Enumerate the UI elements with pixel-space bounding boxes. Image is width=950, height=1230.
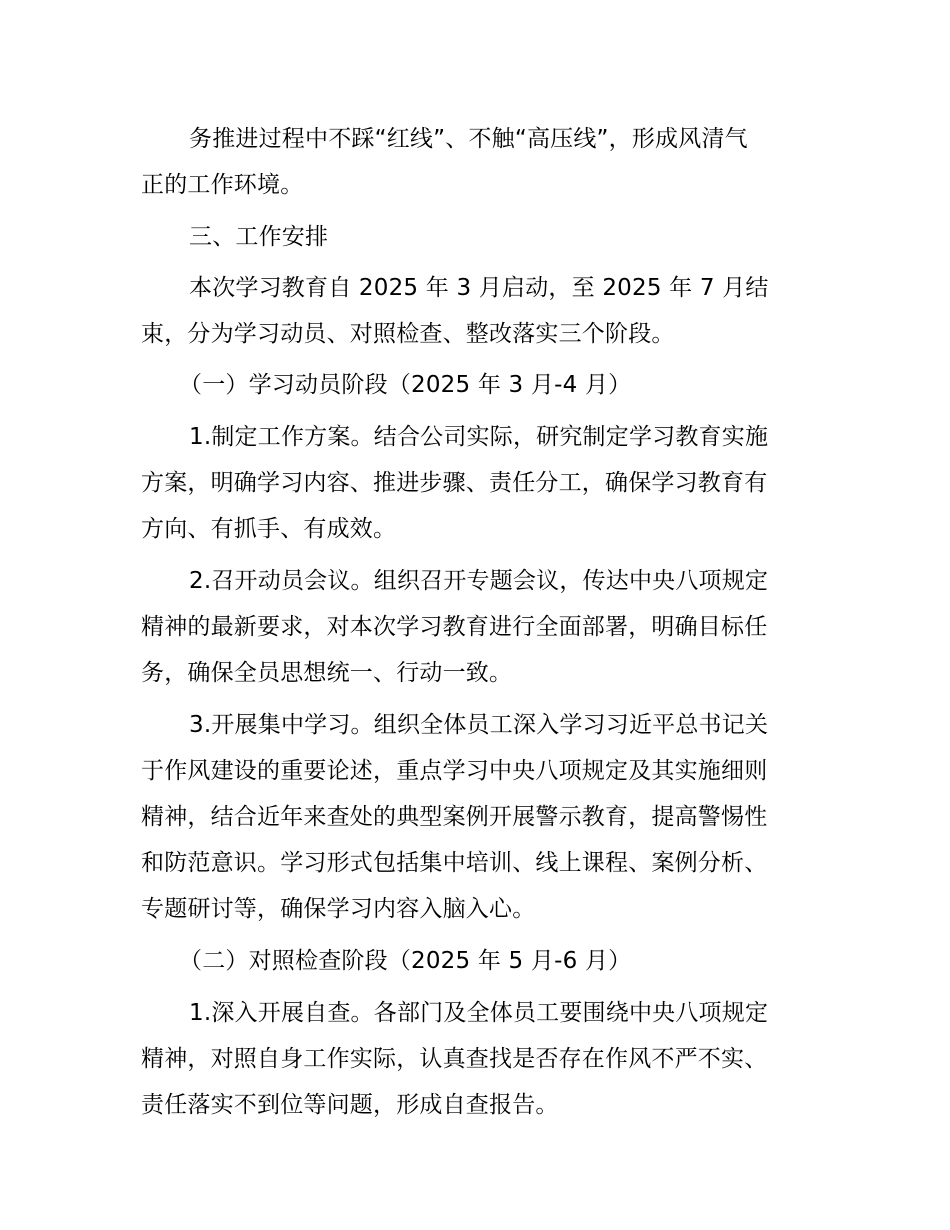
paragraph-line: 2.召开动员会议。组织召开专题会议，传达中央八项规定 <box>189 568 769 594</box>
section-heading: 三、工作安排 <box>189 224 329 250</box>
paragraph-line: 和防范意识。学习形式包括集中培训、线上课程、案例分析、 <box>141 850 768 876</box>
paragraph-line: 专题研讨等，确保学习内容入脑入心。 <box>141 896 536 922</box>
paragraph-line: 1.制定工作方案。结合公司实际，研究制定学习教育实施 <box>189 424 769 450</box>
paragraph-line: 方案，明确学习内容、推进步骤、责任分工，确保学习教育有 <box>141 470 768 496</box>
paragraph-line: 精神，对照自身工作实际，认真查找是否存在作风不严不实、 <box>141 1046 768 1072</box>
paragraph-line: 务推进过程中不踩“红线”、不触“高压线”，形成风清气 <box>189 126 748 152</box>
subsection-heading: （二）对照检查阶段（2025 年 5 月-6 月） <box>179 948 632 974</box>
paragraph-line: 于作风建设的重要论述，重点学习中央八项规定及其实施细则 <box>141 758 768 784</box>
paragraph-line: 务，确保全员思想统一、行动一致。 <box>141 660 513 686</box>
paragraph-line: 1.深入开展自查。各部门及全体员工要围绕中央八项规定 <box>189 1000 769 1026</box>
paragraph-line: 本次学习教育自 2025 年 3 月启动，至 2025 年 7 月结 <box>189 275 769 301</box>
paragraph-line: 方向、有抓手、有成效。 <box>141 516 397 542</box>
paragraph-line: 3.开展集中学习。组织全体员工深入学习习近平总书记关 <box>189 712 769 738</box>
paragraph-line: 正的工作环境。 <box>141 172 304 198</box>
subsection-heading: （一）学习动员阶段（2025 年 3 月-4 月） <box>179 372 632 398</box>
paragraph-line: 精神，结合近年来查处的典型案例开展警示教育，提高警惕性 <box>141 804 768 830</box>
paragraph-line: 责任落实不到位等问题，形成自查报告。 <box>141 1092 559 1118</box>
paragraph-line: 束，分为学习动员、对照检查、整改落实三个阶段。 <box>141 321 675 347</box>
paragraph-line: 精神的最新要求，对本次学习教育进行全面部署，明确目标任 <box>141 614 768 640</box>
